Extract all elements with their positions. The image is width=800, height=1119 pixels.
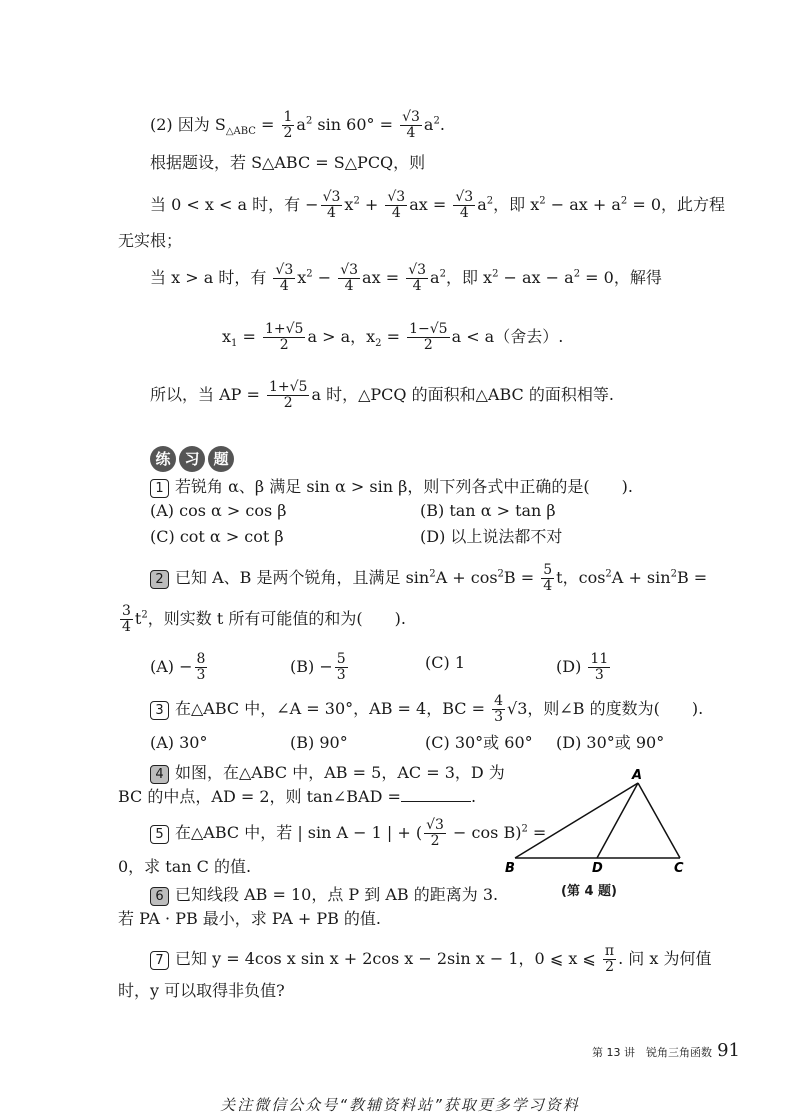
q2-option-c: (C) 1 [425,653,465,672]
question-7: 7 已知 y = 4cos x sin x + 2cos x − 2sin x − 1，0 ⩽ x ⩽ $\frac{\pi}{2}$ . 问 x 为何值 [150,944,712,975]
median-ad [597,783,638,858]
solution-line-2: 根据题设，若 S△ABC = S△PCQ，则 [150,153,426,172]
solution-line-3: 当 0 < x < a 时，有 − $\frac{√3}{4}$ $x^2$ + $\frac{√3}{4}$ ax = $\frac{√3}{4}$ $a^2$，即 $x^2$ − ax + $a^2 = 0$，此方程 [150,189,726,221]
q1-option-b: (B) tan α > tan β [420,501,556,520]
label-a: A [632,768,643,783]
watermark: 关注微信公众号“教辅资料站”获取更多学习资料 [220,1096,580,1114]
section-title: 练 习 题 [150,446,234,472]
label-d: D [592,861,603,876]
q2-option-a: (A) − $\frac{8}{3}$ [150,651,206,683]
question-7-cont: 时，y 可以取得非负值? [118,981,285,1000]
q3-option-c: (C) 30°或 60° [425,733,533,752]
q3-option-b: (B) 90° [290,733,348,752]
question-4-cont: BC 的中点，AD = 2，则 tan∠BAD = . [118,787,477,806]
question-5: 5 在△ABC 中，若 | sin A − 1 | + ( $\frac{√3}{2}$ − cos B)$^2$ = [150,818,546,849]
label-b: B [505,861,515,876]
figure-caption: (第 4 题) [561,884,617,899]
question-2: 2 已知 A、B 是两个锐角，且满足 $\sin^2A + \cos^2B$ = $\frac{5}{4}$ t，$\cos^2A + \sin^2B$ = [150,563,707,594]
q1-option-d: (D) 以上说法都不对 [420,527,563,546]
q3-option-a: (A) 30° [150,733,208,752]
question-4: 4 如图，在△ABC 中，AB = 5，AC = 3，D 为 [150,762,505,784]
solution-line-7: 所以，当 AP = $\frac{1+√5}{2}$ a 时，△PCQ 的面积和△ABC 的面积相等. [150,379,614,411]
answer-blank[interactable] [401,787,471,802]
triangle-figure [500,768,700,878]
solution-line-4: 无实根； [118,231,183,250]
side-ac [638,783,680,858]
chapter-footer: 第 13 讲 锐角三角函数 [592,1046,712,1059]
question-6: 6 已知线段 AB = 10，点 P 到 AB 的距离为 3. [150,884,498,906]
page-number: 91 [717,1040,740,1061]
question-5-cont: 0，求 tan C 的值. [118,857,252,876]
question-1: 1 若锐角 α、β 满足 sin α > sin β，则下列各式中正确的是( ). [150,476,633,498]
q3-option-d: (D) 30°或 90° [556,733,665,752]
side-ab [515,783,638,858]
solution-line-5: 当 x > a 时，有 $\frac{√3}{4}$ $x^2$ − $\frac{√3}{4}$ ax = $\frac{√3}{4}$ $a^2$，即 $x^2$ − ax − $a^2 = 0$，解得 [150,262,662,294]
question-2-cont: $\frac{3}{4}$ $t^2$，则实数 t 所有可能值的和为( ). [122,603,406,635]
question-3: 3 在△ABC 中，∠A = 30°，AB = 4，BC = $\frac{4}{3}$ √3，则∠B 的度数为( ). [150,694,703,725]
solution-line-6: $x_1$ = $\frac{1+√5}{2}$ a > a，$x_2$ = $\frac{1-√5}{2}$ a < a（舍去）. [222,321,564,353]
solution-line-1: (2) 因为 $S_{\triangle ABC}$ = $\frac{1}{2}$ $a^2$ sin 60° = $\frac{√3}{4}$ $a^2$. [150,109,445,141]
q1-option-c: (C) cot α > cot β [150,527,284,546]
q2-option-d: (D) $\frac{11}{3}$ [556,651,609,683]
label-c: C [674,861,684,876]
q2-option-b: (B) − $\frac{5}{3}$ [290,651,346,683]
q1-option-a: (A) cos α > cos β [150,501,287,520]
question-6-cont: 若 PA · PB 最小，求 PA + PB 的值. [118,909,382,928]
